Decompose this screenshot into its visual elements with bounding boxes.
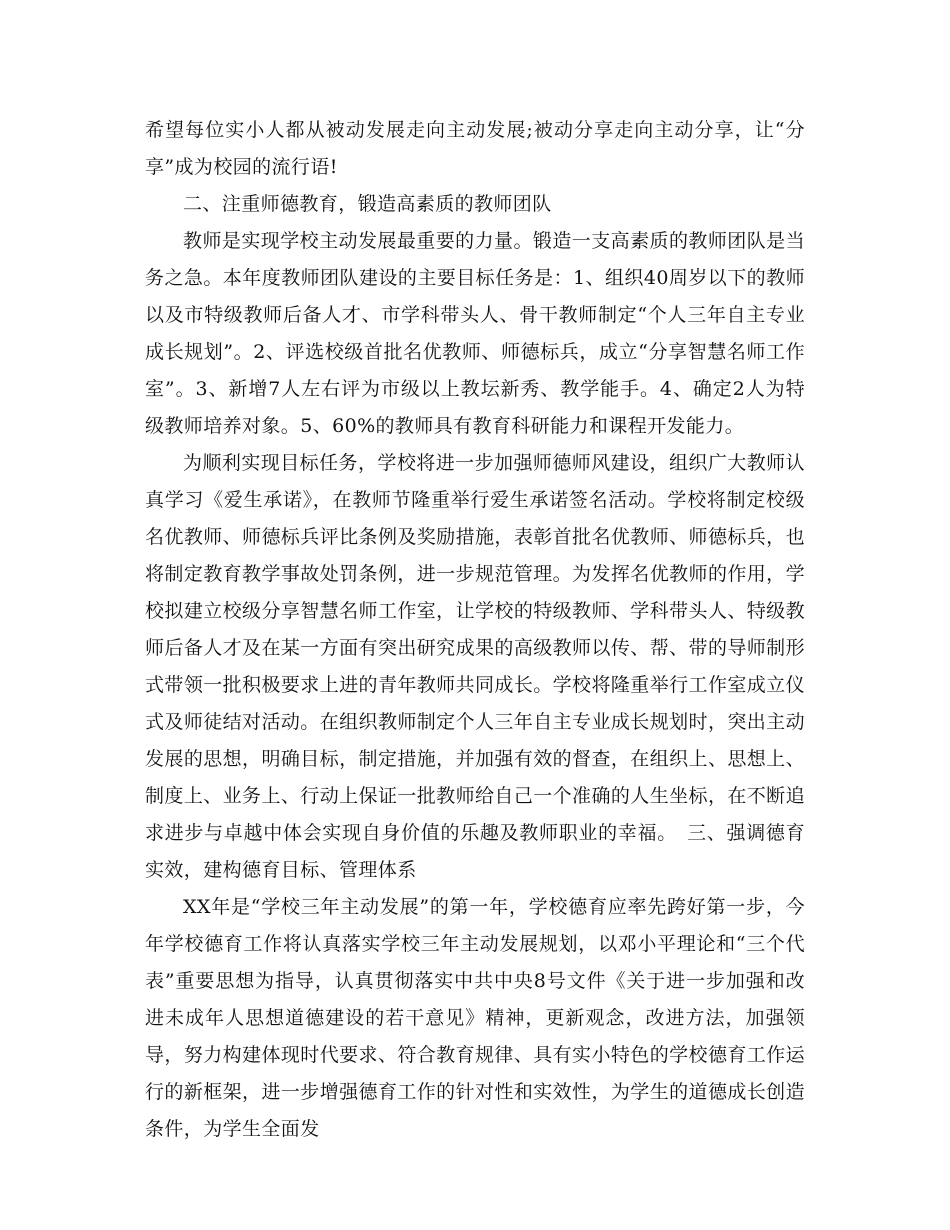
section-heading-teacher-team: 二、注重师德教育，锻造高素质的教师团队: [183, 193, 552, 215]
paragraph-team-goals: 教师是实现学校主动发展最重要的力量。锻造一支高素质的教师团队是当务之急。本年度教师团队建设的主要目标任务是：1、组织40周岁以下的教师以及市特级教师后备人才、市学科带头人、骨干教师制定“个人三年自主专业成长规划”。2、评选校级首批名优教师、师德标兵，成立“分享智慧名师工作室”。3、新增7人左右评为市级以上教坛新秀、教学能手。4、确定2人为特级教师培养对象。5、60%的教师具有教育科研能力和课程开发能力。: [145, 230, 805, 437]
paragraph-ethics-measures: 为顺利实现目标任务，学校将进一步加强师德师风建设，组织广大教师认真学习《爱生承诺》，在教师节隆重举行爱生承诺签名活动。学校将制定校级名优教师、师德标兵评比条例及奖励措施，表彰首批名优教师、师德标兵，也将制定教育教学事故处罚条例，进一步规范管理。为发挥名优教师的作用，学校拟建立校级分享智慧名师工作室，让学校的特级教师、学科带头人、特级教师后备人才及在某一方面有突出研究成果的高级教师以传、帮、带的导师制形式带领一批积极要求上进的青年教师共同成长。学校将隆重举行工作室成立仪式及师徒结对活动。在组织教师制定个人三年自主专业成长规划时，突出主动发展的思想，明确目标，制定措施，并加强有效的督查，在组织上、思想上、制度上、业务上、行动上保证一批教师给自己一个准确的人生坐标，在不断追求进步与卓越中体会实现自身价值的乐趣及教师职业的幸福。 三、强调德育实效，建构德育目标、管理体系: [145, 452, 805, 881]
paragraph-continuation: 希望每位实小人都从被动发展走向主动发展;被动分享走向主动分享，让“分享”成为校园的流行语!: [145, 119, 805, 178]
paragraph-moral-education: XX年是“学校三年主动发展”的第一年，学校德育应率先跨好第一步，今年学校德育工作将认真落实学校三年主动发展规划，以邓小平理论和“三个代表”重要思想为指导，认真贯彻落实中共中央8号文件《关于进一步加强和改进未成年人思想道德建设的若干意见》精神，更新观念，改进方法，加强领导，努力构建体现时代要求、符合教育规律、具有实小特色的学校德育工作运行的新框架，进一步增强德育工作的针对性和实效性，为学生的道德成长创造条件，为学生全面发: [145, 896, 805, 1140]
document-body: [145, 112, 805, 1148]
